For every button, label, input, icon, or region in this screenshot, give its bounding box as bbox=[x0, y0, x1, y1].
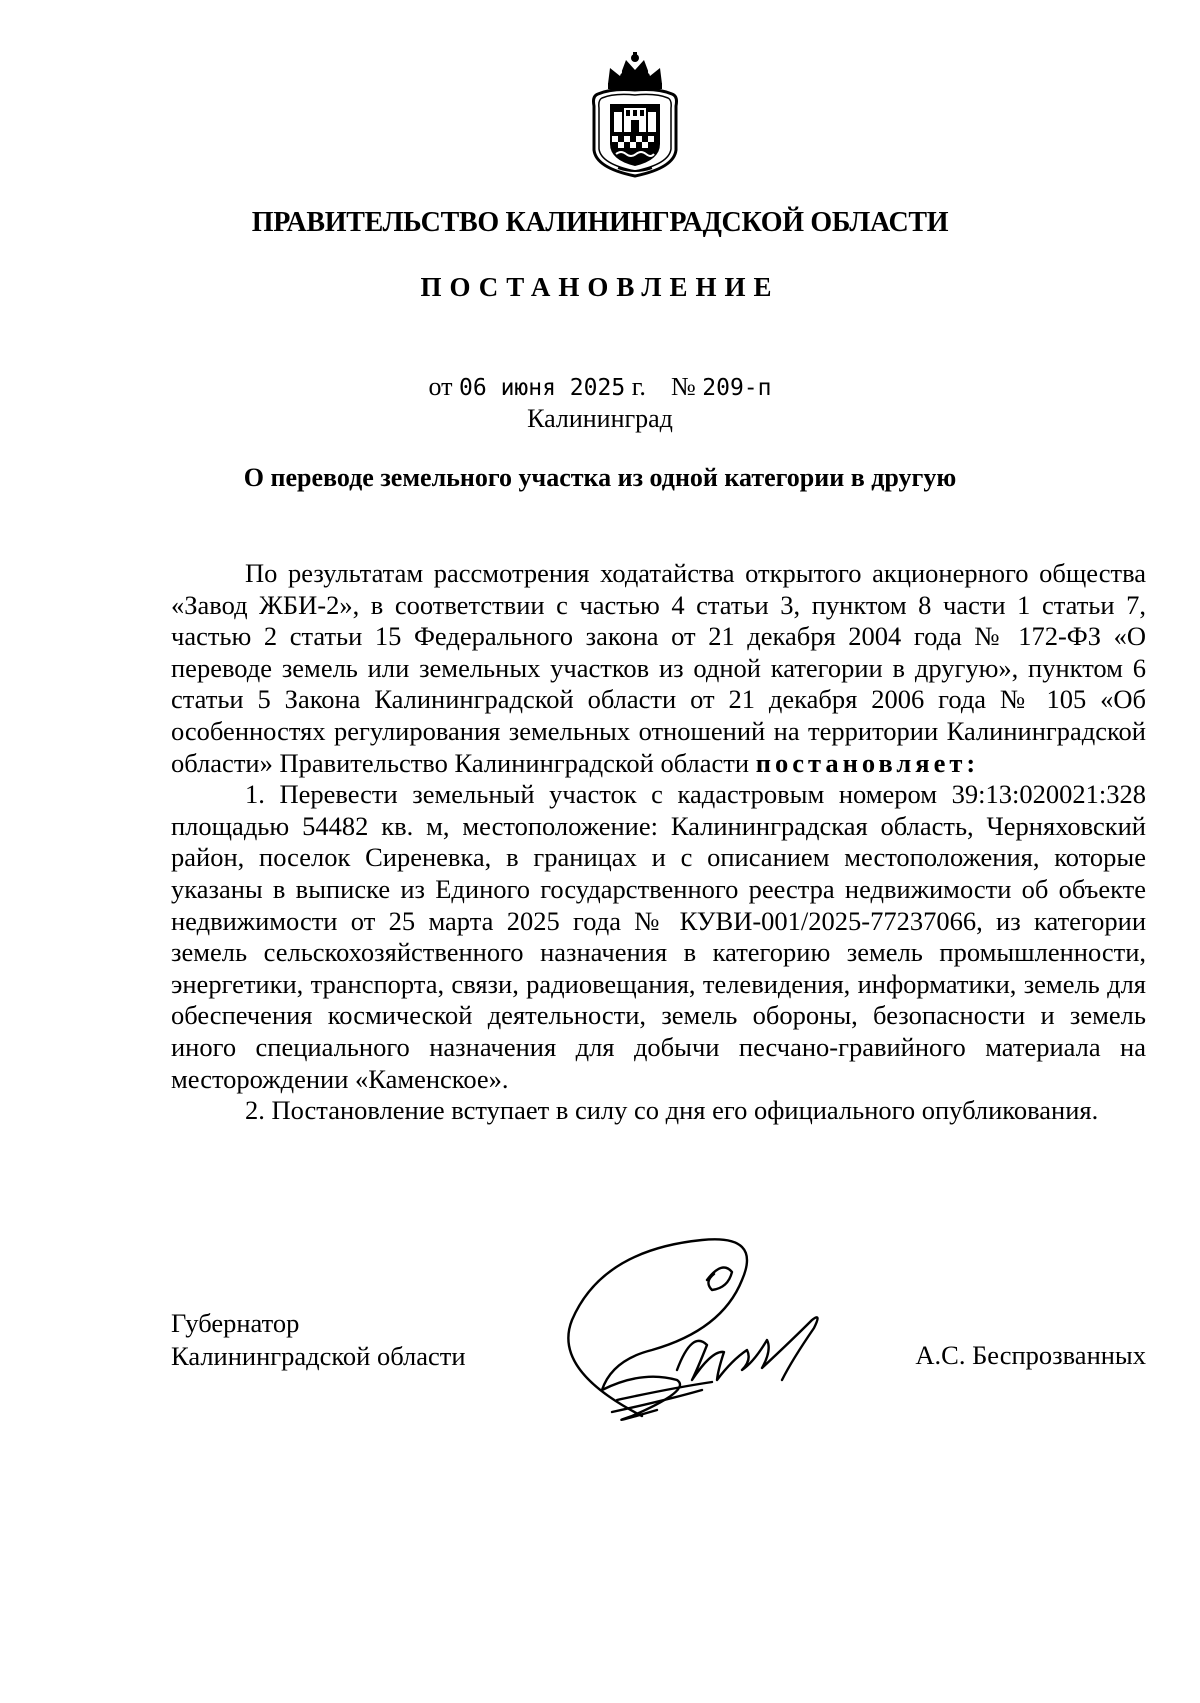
document-date: 06 июня 2025 bbox=[459, 375, 626, 401]
item-2-paragraph: 2. Постановление вступает в силу со дня его официального опубликования. bbox=[245, 1095, 1099, 1126]
resolves-word: постановляет: bbox=[755, 747, 980, 778]
document-subject: О переводе земельного участка из одной категории в другую bbox=[243, 463, 957, 492]
city: Калининград bbox=[527, 404, 673, 433]
signatory-name: А.С. Беспрозванных bbox=[915, 1340, 1146, 1370]
signatory-title bbox=[171, 1307, 466, 1373]
handwritten-signature-icon bbox=[492, 1220, 852, 1435]
document-type: ПОСТАНОВЛЕНИЕ bbox=[420, 272, 780, 302]
year-suffix: г. bbox=[631, 372, 646, 401]
coat-of-arms-icon bbox=[588, 50, 682, 178]
item-1-paragraph: 1. Перевести земельный участок с кадастровым номером 39:13:020021:328 площадью 54482 кв. м, местоположение: Калининградская область, Черняховский район, поселок Сиреневка, в границах и с описанием местоположения, которые указаны в выписке из Единого государственного реестра недвижимости об объекте недвижимости от 25 марта 2025 года № КУВИ-001/2025-77237066, из категории земель сельскохозяйственного назначения в категорию земель промышленности, энергетики, транспорта, связи, радиовещания, телевидения, информатики, земель для обеспечения космической деятельности, земель обороны, безопасности и земель иного специального назначения для добычи песчано-гравийного материала на месторождении «Каменское». bbox=[171, 779, 1146, 1094]
preamble-text: По результатам рассмотрения ходатайства открытого акционерного общества «Завод ЖБИ-2», в соответствии с частью 4 статьи 3, пунктом 8 части 1 статьи 7, частью 2 статьи 15 Федерального закона от 21 декабря 2004 года № 172-ФЗ «О переводе земель или земельных участков из одной категории в другую», пунктом 6 статьи 5 Закона Калининградской области от 21 декабря 2006 года № 105 «Об особенностях регулирования земельных отношений на территории Калининградской области» Правительство Калининградской области bbox=[171, 558, 1146, 778]
signatory-title-line-2: Калининградской области bbox=[171, 1341, 466, 1371]
date-number-line bbox=[0, 372, 1200, 402]
number-prefix: № bbox=[670, 372, 696, 401]
government-name: ПРАВИТЕЛЬСТВО КАЛИНИНГРАДСКОЙ ОБЛАСТИ bbox=[251, 207, 949, 238]
document-body bbox=[171, 558, 1146, 1127]
date-prefix: от bbox=[428, 372, 453, 401]
signatory-title-line-1: Губернатор bbox=[171, 1308, 300, 1338]
document-number: 209-п bbox=[702, 375, 772, 401]
preamble-paragraph bbox=[171, 558, 1146, 779]
